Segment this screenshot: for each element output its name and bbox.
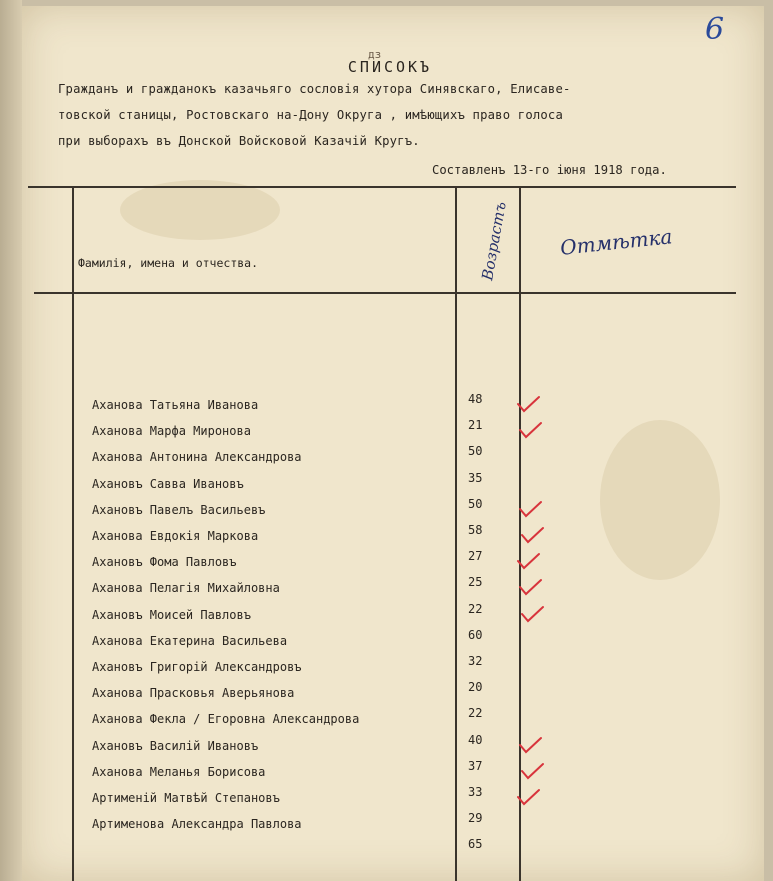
table-row bbox=[92, 706, 692, 734]
stamp-mark: дз bbox=[368, 48, 382, 61]
table-row bbox=[92, 523, 692, 551]
person-name: Аханова Пелагія Михайловна bbox=[92, 581, 280, 596]
person-name: Ахановъ Василій Ивановъ bbox=[92, 738, 259, 753]
stain bbox=[120, 180, 280, 240]
header-line: при выборахъ въ Донской Войсковой Казачій Кругъ. bbox=[58, 134, 420, 148]
person-name: Аханова Марфа Миронова bbox=[92, 424, 251, 439]
person-age: 58 bbox=[468, 523, 483, 537]
column-header-name: Фамилія, имена и отчества. bbox=[78, 256, 259, 270]
table-row bbox=[92, 627, 692, 656]
person-name: Аханова Антонина Александрова bbox=[92, 450, 302, 465]
person-age: 48 bbox=[468, 392, 483, 406]
table-row bbox=[92, 811, 692, 839]
table-row bbox=[92, 496, 692, 525]
table-row bbox=[92, 418, 692, 446]
document-title: СПИСОКЪ bbox=[347, 58, 433, 76]
person-age: 33 bbox=[468, 785, 483, 799]
red-check-mark-icon bbox=[516, 787, 540, 807]
person-name: Ахановъ Фома Павловъ bbox=[92, 555, 237, 570]
page-number: 6 bbox=[705, 12, 725, 47]
person-name: Аханова Фекла / Егоровна Александрова bbox=[92, 712, 360, 727]
person-name: Аханова Меланья Борисова bbox=[92, 764, 266, 779]
person-age: 37 bbox=[468, 758, 483, 773]
red-check-mark-icon bbox=[516, 394, 540, 414]
person-age: 22 bbox=[468, 601, 483, 616]
person-age: 21 bbox=[468, 418, 483, 433]
table-top-rule bbox=[28, 186, 736, 188]
red-check-mark-icon bbox=[520, 525, 544, 545]
table-row bbox=[92, 837, 692, 865]
table-row bbox=[92, 732, 692, 761]
red-check-mark-icon bbox=[520, 761, 544, 781]
table-row bbox=[92, 601, 692, 630]
adjacent-page-edge bbox=[0, 0, 22, 881]
table-row bbox=[92, 680, 692, 708]
table-row bbox=[92, 758, 692, 787]
red-check-mark-icon bbox=[518, 499, 542, 519]
person-age: 27 bbox=[468, 549, 483, 564]
column-header-mark: Отмѣтка bbox=[559, 224, 674, 260]
person-name: Ахановъ Павелъ Васильевъ bbox=[92, 502, 266, 517]
red-check-mark-icon bbox=[518, 420, 542, 440]
table-row bbox=[92, 470, 692, 499]
red-check-mark-icon bbox=[516, 551, 540, 571]
person-name: Артименова Александра Павлова bbox=[92, 817, 302, 832]
person-age: 60 bbox=[468, 627, 483, 642]
column-divider bbox=[72, 187, 74, 881]
person-age: 50 bbox=[468, 444, 483, 459]
person-name: Ахановъ Савва Ивановъ bbox=[92, 476, 244, 491]
person-age: 20 bbox=[468, 680, 483, 695]
person-name: Аханова Екатерина Васильева bbox=[92, 633, 288, 648]
red-check-mark-icon bbox=[518, 735, 542, 755]
red-check-mark-icon bbox=[518, 577, 542, 597]
person-name: Артименій Матвѣй Степановъ bbox=[92, 791, 280, 805]
person-name: Аханова Прасковья Аверьянова bbox=[92, 686, 295, 701]
person-name: Аханова Евдокія Маркова bbox=[92, 529, 259, 543]
person-age: 50 bbox=[468, 496, 483, 511]
person-age: 25 bbox=[468, 575, 483, 590]
person-age: 35 bbox=[468, 470, 483, 485]
person-age: 29 bbox=[468, 811, 483, 826]
person-name: Ахановъ Моисей Павловъ bbox=[92, 607, 251, 622]
table-row bbox=[92, 444, 692, 472]
table-row bbox=[92, 392, 692, 420]
person-name: Аханова Татьяна Иванова bbox=[92, 398, 259, 412]
red-check-mark-icon bbox=[520, 604, 544, 624]
table-row bbox=[92, 785, 692, 813]
table-row bbox=[92, 549, 692, 577]
table-row bbox=[92, 654, 692, 682]
person-name: Ахановъ Григорій Александровъ bbox=[92, 660, 302, 674]
person-age: 40 bbox=[468, 732, 483, 747]
header-bottom-rule bbox=[34, 292, 736, 294]
header-line: Гражданъ и гражданокъ казачьяго сословія хутора Синявскаго, Елисаве- bbox=[58, 82, 571, 96]
column-header-age: Возрастъ bbox=[478, 200, 510, 282]
compiled-date: Составленъ 13-го іюня 1918 года. bbox=[432, 163, 667, 177]
header-line: товской станицы, Ростовскаго на-Дону Округа , имѣющихъ право голоса bbox=[58, 108, 564, 122]
person-age: 32 bbox=[468, 654, 483, 668]
person-age: 65 bbox=[468, 837, 483, 852]
table-row bbox=[92, 575, 692, 603]
person-age: 22 bbox=[468, 706, 483, 721]
